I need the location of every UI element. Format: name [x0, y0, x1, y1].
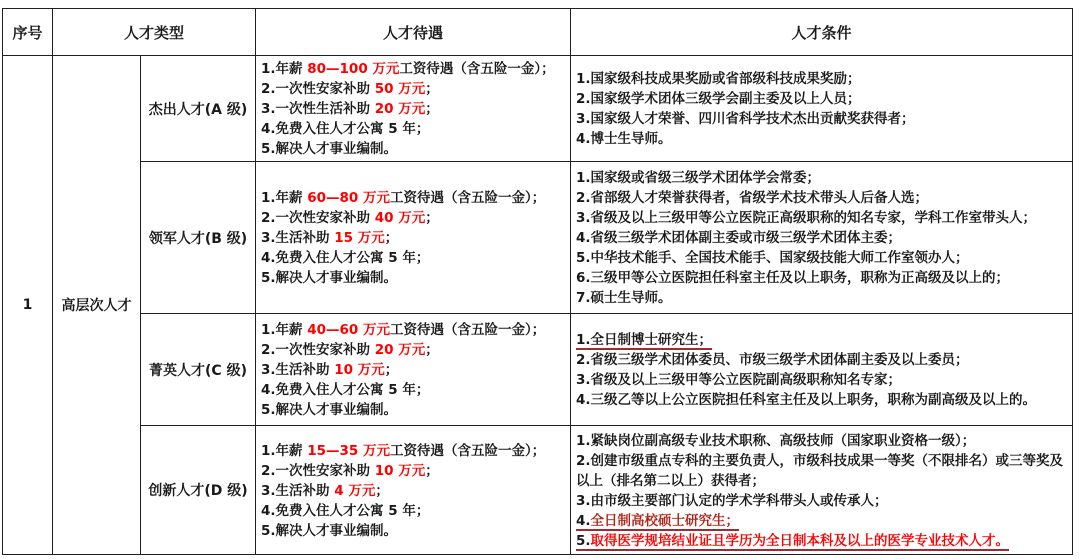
treatment-cell-d: [256, 426, 571, 555]
list-item: 1.紧缺岗位副高级专业技术职称、高级技师（国家职业资格一级）；: [576, 432, 976, 449]
treatment-cell-a: [256, 56, 571, 162]
list-item: 2.国家级学术团体三级学会副主委及以上人员；: [576, 91, 861, 107]
list-item: 2.一次性安家补助 10 万元；: [261, 462, 439, 479]
type-label-d: 创新人才(D 级): [141, 426, 256, 555]
type-label-c: 菁英人才(C 级): [141, 314, 256, 426]
list-item: 2.一次性安家补助 20 万元；: [261, 342, 439, 358]
list-item: 4.免费入住人才公寓 5 年；: [261, 382, 430, 398]
list-item: 1.年薪 40—60 万元工资待遇（含五险一金）；: [261, 322, 546, 338]
list-item: 2.省部级人才荣誉获得者，省级学术技术带头人后备人选；: [576, 190, 929, 206]
header-talent-type: 人才类型: [53, 9, 256, 56]
row-d-level: [3, 426, 1073, 555]
conditions-list-a: [576, 69, 1067, 149]
list-item: 4.免费入住人才公寓 5 年；: [261, 502, 430, 519]
talent-policy-table: [2, 8, 1073, 555]
header-talent-conditions: 人才条件: [571, 9, 1073, 56]
list-item: 2.省级三级学术团体委员、市级三级学术团体副主委及以上委员；: [576, 352, 969, 368]
header-row: [3, 9, 1073, 56]
list-item: 4.三级乙等以上公立医院担任科室主任及以上职务，职称为副高级及以上的。: [576, 392, 1037, 408]
list-item: 4.免费入住人才公寓 5 年；: [261, 121, 430, 137]
list-item: 5.解决人才事业编制。: [261, 522, 398, 539]
list-item: 1.国家级科技成果奖励或省部级科技成果奖励；: [576, 71, 861, 87]
serial-number: 1: [3, 56, 53, 555]
list-item: 1.国家级或省级三级学术团体学会常委；: [576, 170, 821, 186]
treatment-list-d: [261, 441, 565, 541]
treatment-list-a: [261, 59, 565, 159]
conditions-list-d: [576, 431, 1067, 551]
list-item: 3.国家级人才荣誉、四川省科学技术杰出贡献奖获得者；: [576, 111, 915, 127]
conditions-list-b: [576, 168, 1067, 308]
list-item: 5.解决人才事业编制。: [261, 402, 398, 418]
list-item: 4.省级三级学术团体副主委或市级三级学术团体主委；: [576, 230, 902, 246]
list-item: 1.全日制博士研究生；: [576, 332, 713, 348]
type-label-b: 领军人才(B 级): [141, 162, 256, 314]
list-item: 7.硕士生导师。: [576, 290, 672, 306]
list-item: 1.年薪 60—80 万元工资待遇（含五险一金）；: [261, 190, 546, 206]
row-a-level: [3, 56, 1073, 162]
list-item: 3.生活补助 10 万元；: [261, 362, 399, 378]
row-b-level: [3, 162, 1073, 314]
conditions-cell-b: [571, 162, 1073, 314]
list-item: 5.取得医学规培结业证且学历为全日制本科及以上的医学专业技术人才。: [576, 532, 1010, 549]
treatment-cell-c: [256, 314, 571, 426]
treatment-list-c: [261, 320, 565, 420]
conditions-cell-a: [571, 56, 1073, 162]
header-talent-treatment: 人才待遇: [256, 9, 571, 56]
list-item: 2.创建市级重点专科的主要负责人，市级科技成果一等奖（不限排名）或三等奖及以上（排名第二以上）获得者；: [576, 452, 1064, 489]
list-item: 5.中华技术能手、全国技术能手、国家级技能大师工作室领办人；: [576, 250, 969, 266]
list-item: 3.生活补助 15 万元；: [261, 230, 399, 246]
list-item: 2.一次性安家补助 50 万元；: [261, 81, 439, 97]
list-item: 3.一次性生活补助 20 万元；: [261, 101, 439, 117]
header-serial: 序号: [3, 9, 53, 56]
conditions-list-c: [576, 330, 1067, 410]
list-item: 2.一次性安家补助 40 万元；: [261, 210, 439, 226]
list-item: 3.省级及以上三级甲等公立医院副高级职称知名专家；: [576, 372, 902, 388]
treatment-cell-b: [256, 162, 571, 314]
list-item: 1.年薪 15—35 万元工资待遇（含五险一金）；: [261, 442, 546, 459]
list-item: 6.三级甲等公立医院担任科室主任及以上职务，职称为正高级及以上的；: [576, 270, 1010, 286]
list-item: 3.由市级主要部门认定的学术学科带头人或传承人；: [576, 492, 888, 509]
conditions-cell-d: [571, 426, 1073, 555]
type-label-a: 杰出人才(A 级): [141, 56, 256, 162]
list-item: 4.博士生导师。: [576, 131, 672, 147]
list-item: 1.年薪 80—100 万元工资待遇（含五险一金）；: [261, 61, 555, 77]
list-item: 3.生活补助 4 万元；: [261, 482, 389, 499]
list-item: 5.解决人才事业编制。: [261, 141, 398, 157]
category-label: 高层次人才: [53, 56, 141, 555]
list-item: 3.省级及以上三级甲等公立医院正高级职称的知名专家，学科工作室带头人；: [576, 210, 1037, 226]
list-item: 4.全日制高校硕士研究生；: [576, 512, 740, 529]
treatment-list-b: [261, 188, 565, 288]
conditions-cell-c: [571, 314, 1073, 426]
list-item: 4.免费入住人才公寓 5 年；: [261, 250, 430, 266]
row-c-level: [3, 314, 1073, 426]
list-item: 5.解决人才事业编制。: [261, 270, 398, 286]
